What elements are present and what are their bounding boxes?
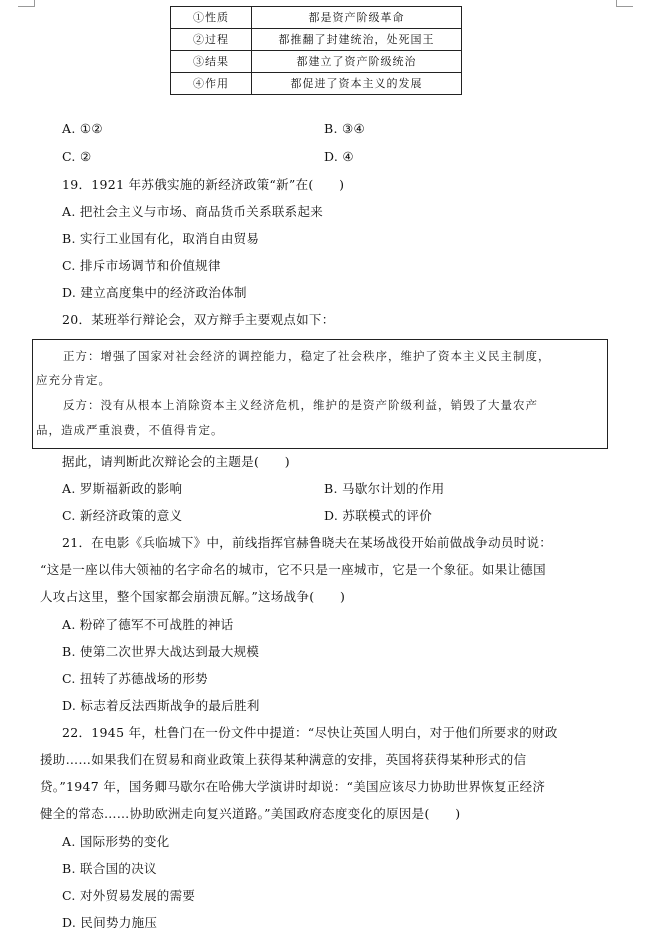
q20-option-c[interactable]: C. 新经济政策的意义 xyxy=(62,508,183,523)
q19-option-a[interactable]: A. 把社会主义与市场、商品货币关系联系起来 xyxy=(62,204,324,219)
debate-pro-line1: 正方：增强了国家对社会经济的调控能力，稳定了社会秩序，维护了资本主义民主制度， xyxy=(63,349,551,363)
table-row xyxy=(171,7,462,29)
q20-question: 据此，请判断此次辩论会的主题是( ) xyxy=(62,454,290,469)
q18-option-c[interactable]: C. ② xyxy=(62,149,92,164)
q18-option-d[interactable]: D. ④ xyxy=(324,149,354,164)
table-key: ①性质 xyxy=(171,7,252,29)
q22-stem-line3: 贷。”1947 年，国务卿马歇尔在哈佛大学演讲时却说：“美国应该尽力协助世界恢复正经济 xyxy=(40,779,546,794)
q22-option-a[interactable]: A. 国际形势的变化 xyxy=(62,834,170,849)
q21-stem-line3: 人攻占这里，整个国家都会崩溃瓦解。”这场战争( ) xyxy=(40,589,346,604)
debate-box xyxy=(32,339,608,449)
q22-option-b[interactable]: B. 联合国的决议 xyxy=(62,861,157,876)
q19-option-d[interactable]: D. 建立高度集中的经济政治体制 xyxy=(62,285,247,300)
table-row xyxy=(171,73,462,95)
table-value: 都推翻了封建统治，处死国王 xyxy=(252,29,462,51)
table-key: ③结果 xyxy=(171,51,252,73)
table-key: ④作用 xyxy=(171,73,252,95)
q19-option-c[interactable]: C. 排斥市场调节和价值规律 xyxy=(62,258,221,273)
debate-con-line1: 反方：没有从根本上消除资本主义经济危机，维护的是资产阶级利益，销毁了大量农产 xyxy=(63,398,538,412)
table-value: 都促进了资本主义的发展 xyxy=(252,73,462,95)
q20-stem: 20．某班举行辩论会，双方辩手主要观点如下： xyxy=(62,312,335,327)
page-corner-mark-left xyxy=(18,0,35,7)
table-value: 都是资产阶级革命 xyxy=(252,7,462,29)
table-row xyxy=(171,29,462,51)
q21-option-a[interactable]: A. 粉碎了德军不可战胜的神话 xyxy=(62,617,234,632)
table-key: ②过程 xyxy=(171,29,252,51)
q18-option-a[interactable]: A. ①② xyxy=(62,121,103,136)
q21-stem-line2: “这是一座以伟大领袖的名字命名的城市，它不只是一座城市，它是一个象征。如果让德国 xyxy=(40,562,546,577)
debate-con-line2: 品，造成严重浪费，不值得肯定。 xyxy=(36,423,224,437)
q21-option-d[interactable]: D. 标志着反法西斯战争的最后胜利 xyxy=(62,698,260,713)
page-corner-mark-right xyxy=(616,0,633,7)
q19-option-b[interactable]: B. 实行工业国有化，取消自由贸易 xyxy=(62,231,260,246)
table-row xyxy=(171,51,462,73)
q22-stem-line4: 健全的常态……协助欧洲走向复兴道路。”美国政府态度变化的原因是( ) xyxy=(40,806,461,821)
q20-option-a[interactable]: A. 罗斯福新政的影响 xyxy=(62,481,183,496)
q22-stem-line2: 援助……如果我们在贸易和商业政策上获得某种满意的安排，英国将获得某种形式的信 xyxy=(40,752,527,767)
q20-option-d[interactable]: D. 苏联模式的评价 xyxy=(324,508,433,523)
q21-option-c[interactable]: C. 扭转了苏德战场的形势 xyxy=(62,671,208,686)
debate-pro-line2: 应充分肯定。 xyxy=(36,373,111,387)
table-value: 都建立了资产阶级统治 xyxy=(252,51,462,73)
q20-option-b[interactable]: B. 马歇尔计划的作用 xyxy=(324,481,445,496)
q21-option-b[interactable]: B. 使第二次世界大战达到最大规模 xyxy=(62,644,260,659)
q19-stem: 19．1921 年苏俄实施的新经济政策“新”在( ) xyxy=(62,177,345,192)
q22-stem-line1: 22．1945 年，杜鲁门在一份文件中提道：“尽快让英国人明白，对于他们所要求的财政 xyxy=(62,725,558,740)
q22-option-d[interactable]: D. 民间势力施压 xyxy=(62,915,158,930)
q18-option-b[interactable]: B. ③④ xyxy=(324,121,366,136)
q21-stem-line1: 21．在电影《兵临城下》中，前线指挥官赫鲁晓夫在某场战役开始前做战争动员时说： xyxy=(62,535,553,550)
comparison-table xyxy=(170,6,462,95)
q22-option-c[interactable]: C. 对外贸易发展的需要 xyxy=(62,888,196,903)
